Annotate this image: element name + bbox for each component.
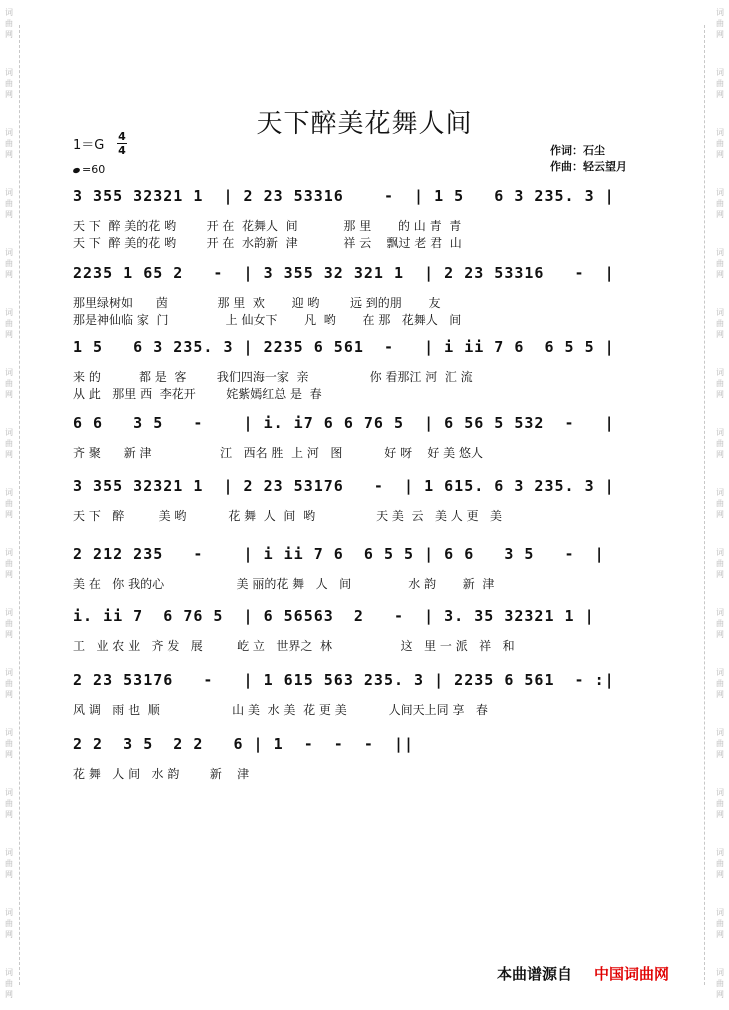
watermark-char: 词 <box>5 8 13 17</box>
watermark-char: 网 <box>716 630 724 639</box>
watermark-char: 词 <box>5 788 13 797</box>
lyrics-verse-2: 天 下 醉 美的花 哟 开 在 水韵新 津 祥 云 飘过 老 君 山 <box>73 236 462 250</box>
tempo-marking <box>73 163 105 176</box>
left-cut-line <box>19 25 20 985</box>
watermark-char: 词 <box>716 8 724 17</box>
lyrics-verse-1: 美 在 你 我的心 美 丽的花 舞 人 间 水 韵 新 津 <box>73 577 495 591</box>
watermark-char: 曲 <box>5 559 13 568</box>
watermark-char: 词 <box>716 548 724 557</box>
watermark-char: 词 <box>716 368 724 377</box>
watermark-char: 词 <box>716 788 724 797</box>
watermark-char: 曲 <box>5 679 13 688</box>
watermark-char: 曲 <box>5 139 13 148</box>
watermark-char: 网 <box>5 30 13 39</box>
watermark-char: 词 <box>5 728 13 737</box>
composer: 作曲：轻云望月 <box>550 160 627 173</box>
watermark-char: 曲 <box>716 319 724 328</box>
watermark-char: 网 <box>716 150 724 159</box>
watermark-char: 词 <box>5 308 13 317</box>
watermark-char: 网 <box>716 390 724 399</box>
watermark-char: 词 <box>716 908 724 917</box>
watermark-char: 曲 <box>5 499 13 508</box>
footer-label: 本曲谱源自 <box>497 965 573 983</box>
watermark-char: 曲 <box>716 919 724 928</box>
watermark-char: 曲 <box>5 979 13 988</box>
watermark-char: 网 <box>716 570 724 579</box>
lyrics-verse-2: 从 此 那里 西 李花开 姹紫嫣红总 是 春 <box>73 387 322 401</box>
time-signature <box>117 130 127 157</box>
watermark-char: 词 <box>5 248 13 257</box>
lyrics-verse-1: 花 舞 人 间 水 韵 新 津 <box>73 767 250 781</box>
watermark-char: 曲 <box>716 379 724 388</box>
watermark-char: 曲 <box>716 859 724 868</box>
watermark-char: 网 <box>5 750 13 759</box>
watermark-char: 词 <box>5 968 13 977</box>
watermark-char: 词 <box>716 968 724 977</box>
watermark-char: 网 <box>716 30 724 39</box>
watermark-char: 网 <box>5 150 13 159</box>
watermark-char: 词 <box>5 368 13 377</box>
notation-line: 6 6 3 5 - | i. i7 6 6 76 5 | 6 56 5 532 - | <box>73 414 615 432</box>
right-cut-line <box>704 25 705 985</box>
watermark-char: 曲 <box>716 199 724 208</box>
watermark-char: 词 <box>5 548 13 557</box>
watermark-char: 网 <box>5 570 13 579</box>
watermark-char: 网 <box>5 450 13 459</box>
watermark-char: 网 <box>716 270 724 279</box>
song-title: 天下醉美花舞人间 <box>256 109 473 139</box>
watermark-char: 曲 <box>716 559 724 568</box>
watermark-char: 网 <box>5 510 13 519</box>
watermark-char: 词 <box>716 128 724 137</box>
watermark-char: 曲 <box>716 259 724 268</box>
watermark-char: 词 <box>5 848 13 857</box>
watermark-char: 词 <box>716 188 724 197</box>
notation-line: i. ii 7 6 76 5 | 6 56563 2 - | 3. 35 32321 1 | <box>73 607 595 625</box>
watermark-char: 曲 <box>5 799 13 808</box>
watermark-char: 曲 <box>5 739 13 748</box>
watermark-char: 曲 <box>5 199 13 208</box>
watermark-char: 词 <box>716 308 724 317</box>
watermark-char: 网 <box>5 90 13 99</box>
watermark-char: 网 <box>716 210 724 219</box>
watermark-char: 网 <box>716 450 724 459</box>
watermark-char: 曲 <box>716 679 724 688</box>
watermark-char: 曲 <box>716 619 724 628</box>
lyrics-verse-2: 那是神仙临 家 门 上 仙女下 凡 哟 在 那 花舞人 间 <box>73 313 462 327</box>
tempo-value: =60 <box>82 163 106 176</box>
watermark-char: 词 <box>5 428 13 437</box>
watermark-char: 网 <box>5 690 13 699</box>
watermark-char: 词 <box>716 668 724 677</box>
watermark-char: 曲 <box>716 799 724 808</box>
notation-line: 3 355 32321 1 | 2 23 53176 - | 1 615. 6 3 235. 3 | <box>73 477 615 495</box>
key-signature: 1＝G <box>73 138 105 153</box>
credits <box>550 143 627 175</box>
watermark-char: 网 <box>716 330 724 339</box>
source-footer <box>497 963 669 984</box>
watermark-char: 网 <box>5 990 13 999</box>
watermark-char: 网 <box>716 510 724 519</box>
watermark-char: 词 <box>716 848 724 857</box>
watermark-char: 词 <box>716 68 724 77</box>
watermark-char: 曲 <box>5 259 13 268</box>
left-watermark-strip <box>2 0 16 1010</box>
watermark-char: 网 <box>5 390 13 399</box>
watermark-char: 曲 <box>5 859 13 868</box>
watermark-char: 网 <box>5 930 13 939</box>
watermark-char: 网 <box>716 810 724 819</box>
watermark-char: 词 <box>5 128 13 137</box>
right-watermark-strip <box>713 0 727 1010</box>
quarter-note-icon <box>72 167 80 174</box>
notation-line: 2235 1 65 2 - | 3 355 32 321 1 | 2 23 53316 - | <box>73 264 615 282</box>
watermark-char: 曲 <box>716 79 724 88</box>
watermark-char: 网 <box>5 330 13 339</box>
footer-source: 中国词曲网 <box>594 965 670 983</box>
watermark-char: 曲 <box>5 439 13 448</box>
watermark-char: 词 <box>5 68 13 77</box>
watermark-char: 词 <box>5 608 13 617</box>
watermark-char: 曲 <box>716 19 724 28</box>
watermark-char: 网 <box>716 690 724 699</box>
watermark-char: 曲 <box>716 979 724 988</box>
lyrics-verse-1: 那里绿树如 茵 那 里 欢 迎 哟 远 到的朋 友 <box>73 296 441 310</box>
watermark-char: 曲 <box>5 619 13 628</box>
watermark-char: 词 <box>716 728 724 737</box>
watermark-char: 曲 <box>716 439 724 448</box>
notation-line: 2 23 53176 - | 1 615 563 235. 3 | 2235 6 561 - :| <box>73 671 615 689</box>
watermark-char: 网 <box>716 990 724 999</box>
meter-top: 4 <box>118 130 126 143</box>
watermark-char: 曲 <box>5 19 13 28</box>
lyrics-verse-1: 来 的 都 是 客 我们四海一家 亲 你 看那江 河 汇 流 <box>73 370 473 384</box>
watermark-char: 词 <box>716 488 724 497</box>
lyrics-verse-1: 风 调 雨 也 顺 山 美 水 美 花 更 美 人间天上同 享 春 <box>73 703 488 717</box>
watermark-char: 网 <box>716 90 724 99</box>
watermark-char: 网 <box>5 870 13 879</box>
lyrics-verse-1: 天 下 醉 美的花 哟 开 在 花舞人 间 那 里 的 山 青 青 <box>73 219 462 233</box>
lyrics-verse-1: 工 业 农 业 齐 发 展 屹 立 世界之 林 这 里 一 派 祥 和 <box>73 639 515 653</box>
watermark-char: 曲 <box>716 139 724 148</box>
watermark-char: 词 <box>716 248 724 257</box>
lyricist: 作词：石尘 <box>550 144 605 157</box>
watermark-char: 曲 <box>5 79 13 88</box>
watermark-char: 词 <box>716 608 724 617</box>
watermark-char: 网 <box>716 750 724 759</box>
lyrics-verse-1: 天 下 醉 美 哟 花 舞 人 间 哟 天 美 云 美 人 更 美 <box>73 509 503 523</box>
meter-bottom: 4 <box>118 144 126 157</box>
watermark-char: 词 <box>5 188 13 197</box>
watermark-char: 网 <box>716 930 724 939</box>
notation-line: 2 2 3 5 2 2 6 | 1 - - - || <box>73 735 415 753</box>
watermark-char: 词 <box>5 488 13 497</box>
watermark-char: 词 <box>5 668 13 677</box>
watermark-char: 曲 <box>716 499 724 508</box>
watermark-char: 网 <box>5 270 13 279</box>
watermark-char: 网 <box>716 870 724 879</box>
watermark-char: 词 <box>716 428 724 437</box>
watermark-char: 曲 <box>5 919 13 928</box>
lyrics-verse-1: 齐 聚 新 津 江 西名 胜 上 河 图 好 呀 好 美 悠人 <box>73 446 483 460</box>
notation-line: 1 5 6 3 235. 3 | 2235 6 561 - | i ii 7 6 6 5 5 | <box>73 338 615 356</box>
watermark-char: 网 <box>5 810 13 819</box>
watermark-char: 曲 <box>716 739 724 748</box>
notation-line: 2 212 235 - | i ii 7 6 6 5 5 | 6 6 3 5 - | <box>73 545 605 563</box>
watermark-char: 曲 <box>5 379 13 388</box>
watermark-char: 网 <box>5 210 13 219</box>
notation-line: 3 355 32321 1 | 2 23 53316 - | 1 5 6 3 235. 3 | <box>73 187 615 205</box>
watermark-char: 曲 <box>5 319 13 328</box>
watermark-char: 词 <box>5 908 13 917</box>
watermark-char: 网 <box>5 630 13 639</box>
